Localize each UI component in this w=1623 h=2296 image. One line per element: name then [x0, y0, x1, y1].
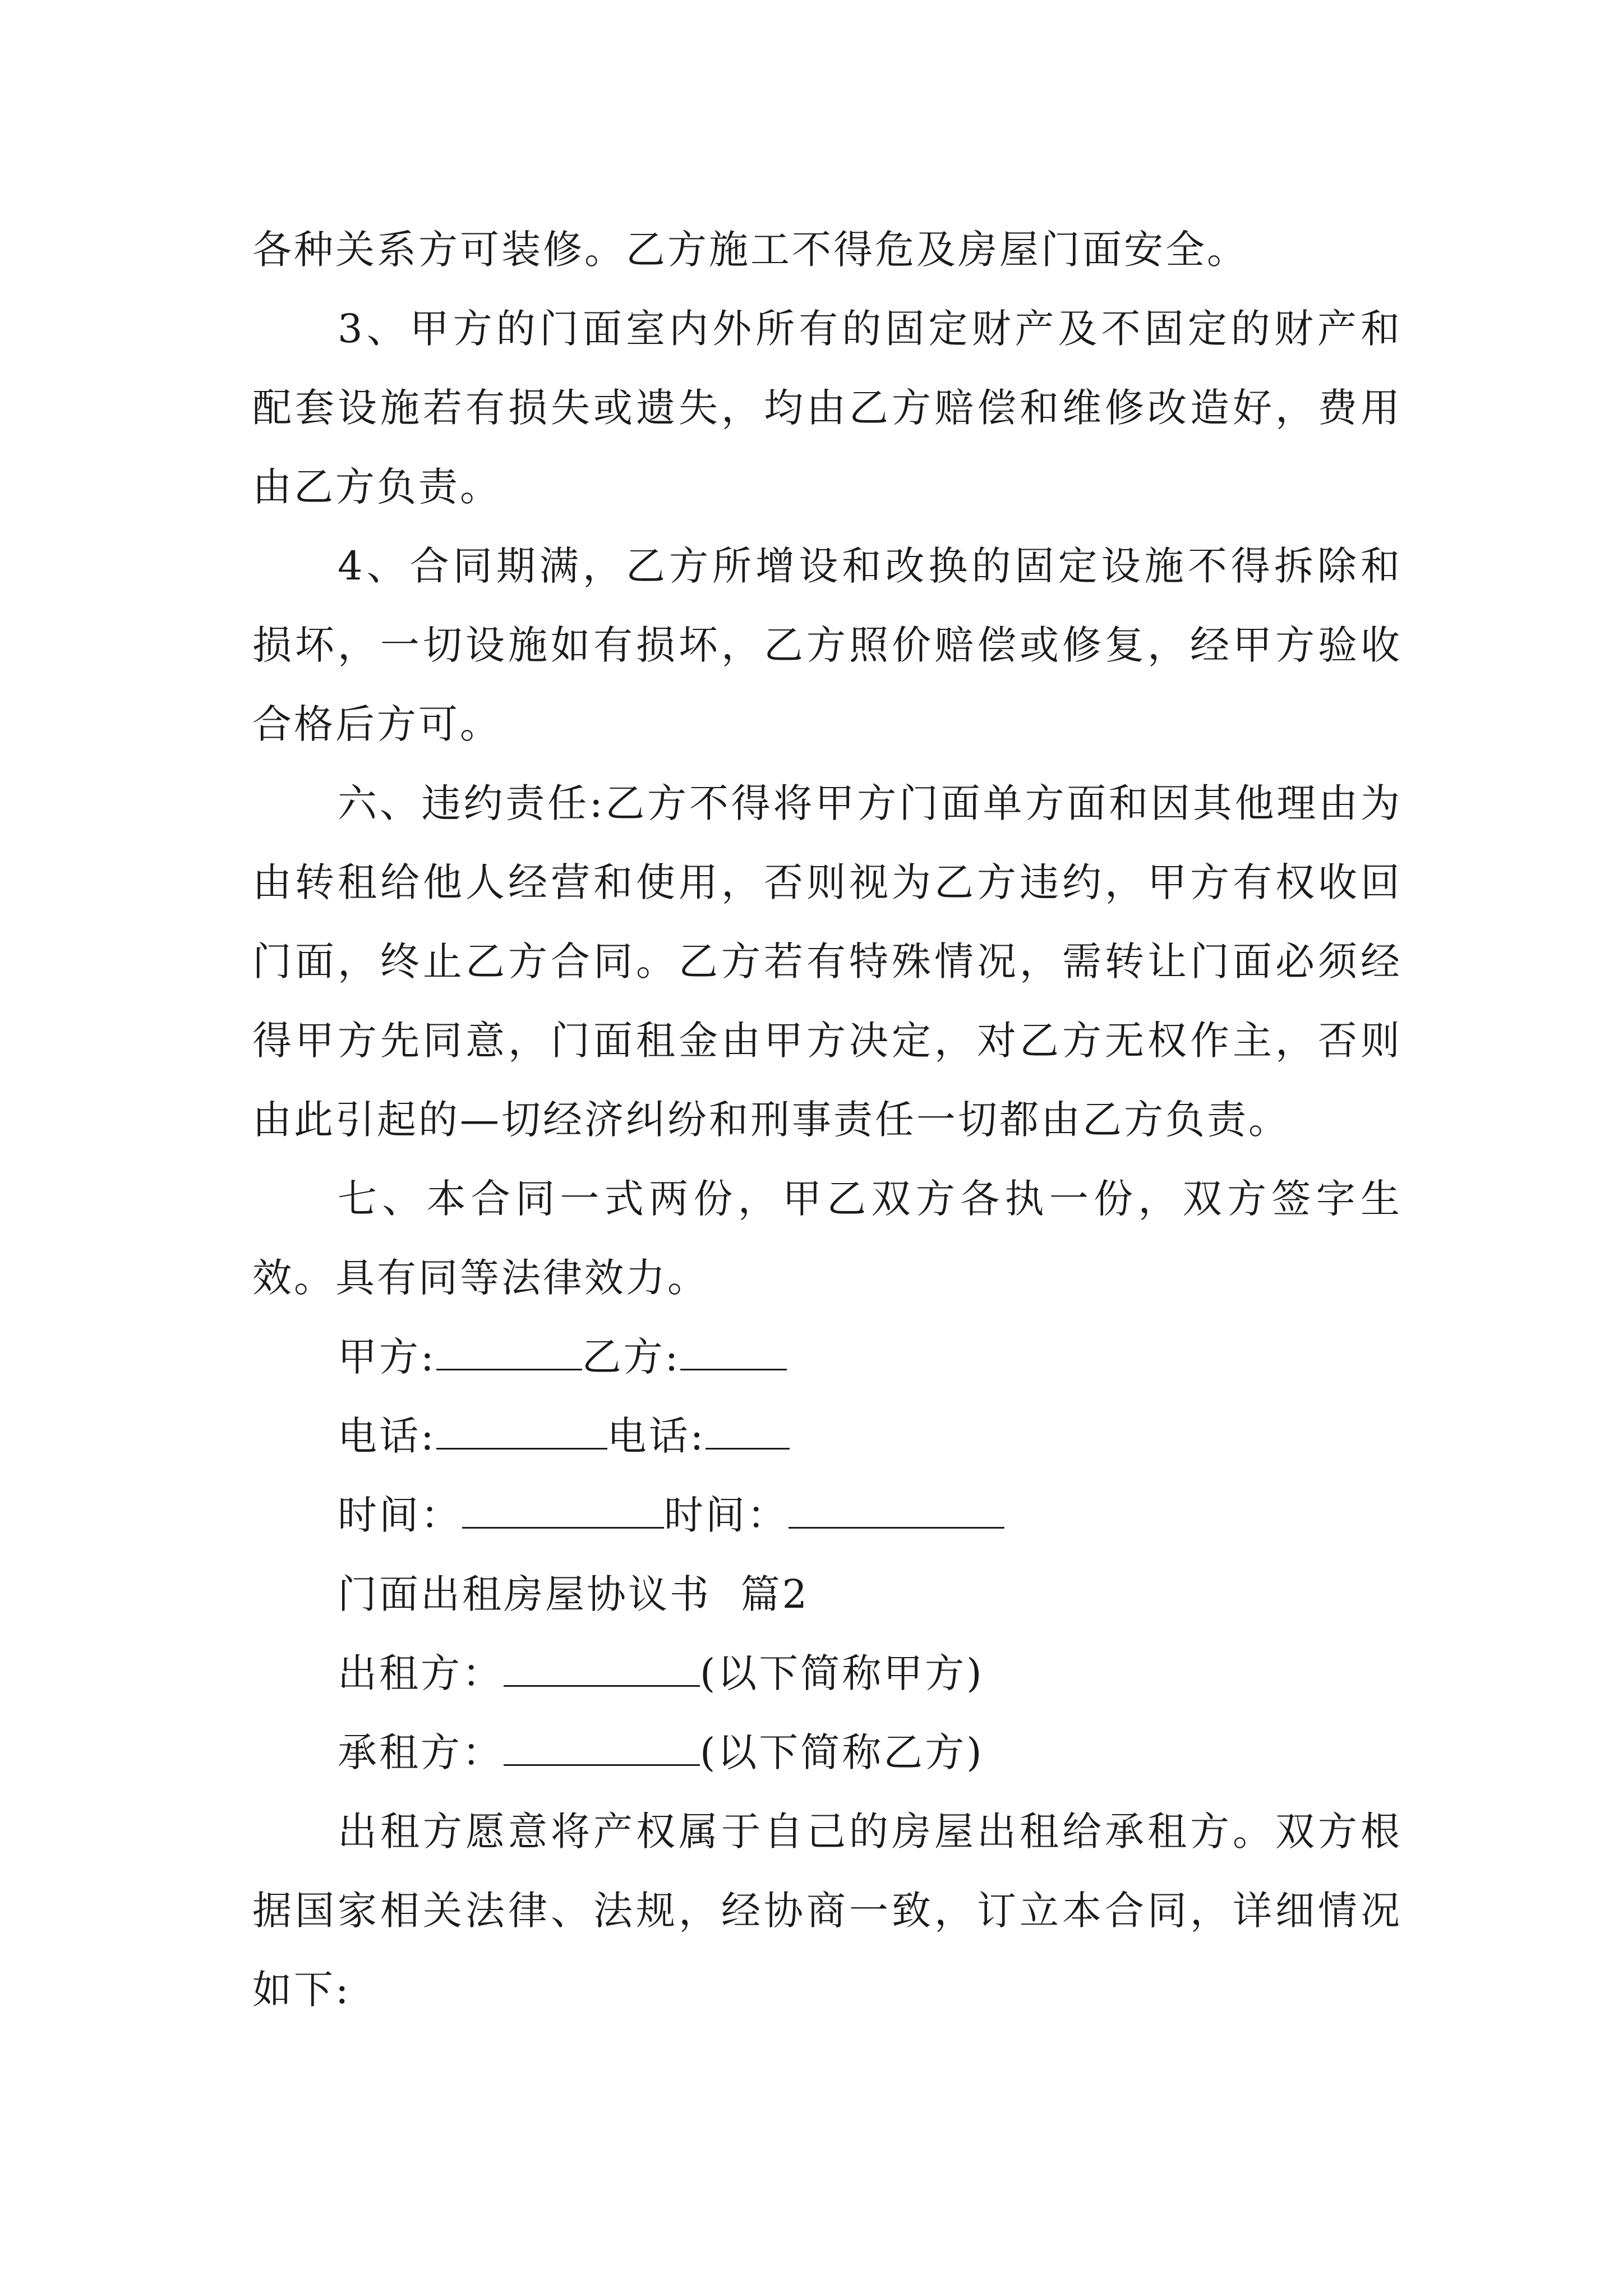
paragraph-breach-liability: 六、违约责任:乙方不得将甲方门面单方面和因其他理由为由转租给他人经营和使用，否则视为乙方违约，甲方有权收回门面，终止乙方合同。乙方若有特殊情况，需转让门面必须经得甲方先同意，门面租金由甲方决定，对乙方无权作主，否则由此引起的—切经济纠纷和刑事责任一切都由乙方负责。	[252, 780, 1402, 1143]
paragraph-renovation-safety: 各种关系方可装修。乙方施工不得危及房屋门面安全。	[252, 227, 1248, 273]
time-a-label: 时间：	[338, 1492, 462, 1538]
signature-phone-line	[252, 1397, 1402, 1476]
lessee-line	[252, 1713, 1402, 1792]
section-2-heading: 门面出租房屋协议书 篇2	[338, 1571, 810, 1617]
lessor-line	[252, 1634, 1402, 1713]
time-b-label: 时间：	[664, 1492, 789, 1538]
paragraph-section-2-intro: 出租方愿意将产权属于自己的房屋出租给承租方。双方根据国家相关法律、法规，经协商一致，订立本合同，详细情况如下:	[252, 1809, 1402, 2013]
time-a-blank[interactable]	[462, 1491, 664, 1529]
time-b-blank[interactable]	[789, 1491, 1004, 1529]
signature-time-line	[252, 1476, 1402, 1555]
lessee-name-blank[interactable]	[504, 1728, 700, 1766]
lessor-name-blank[interactable]	[504, 1649, 700, 1687]
lessor-note: (以下简称甲方)	[700, 1650, 984, 1696]
party-a-signature-blank[interactable]	[436, 1333, 582, 1370]
lessee-note: (以下简称乙方)	[700, 1729, 984, 1775]
lessor-label: 出租方：	[338, 1650, 504, 1696]
signature-party-line	[252, 1318, 1402, 1397]
document-body	[252, 210, 1402, 2030]
phone-a-blank[interactable]	[436, 1412, 607, 1450]
party-b-label: 乙方:	[582, 1334, 681, 1380]
paragraph-copies-effect: 七、本合同一式两份，甲乙双方各执一份，双方签字生效。具有同等法律效力。	[252, 1176, 1402, 1301]
paragraph-clause-4-contract-expiry: 4、合同期满，乙方所增设和改换的固定设施不得拆除和损坏，一切设施如有损坏，乙方照价赔偿或修复，经甲方验收合格后方可。	[252, 543, 1402, 747]
lessee-label: 承租方：	[338, 1729, 504, 1775]
paragraph-clause-3-property-loss: 3、甲方的门面室内外所有的固定财产及不固定的财产和配套设施若有损失或遗失，均由乙方赔偿和维修改造好，费用由乙方负责。	[252, 306, 1402, 510]
phone-a-label: 电话:	[338, 1413, 436, 1459]
phone-b-blank[interactable]	[706, 1412, 790, 1450]
phone-b-label: 电话:	[607, 1413, 706, 1459]
party-a-label: 甲方:	[338, 1334, 436, 1380]
party-b-signature-blank[interactable]	[680, 1333, 787, 1370]
